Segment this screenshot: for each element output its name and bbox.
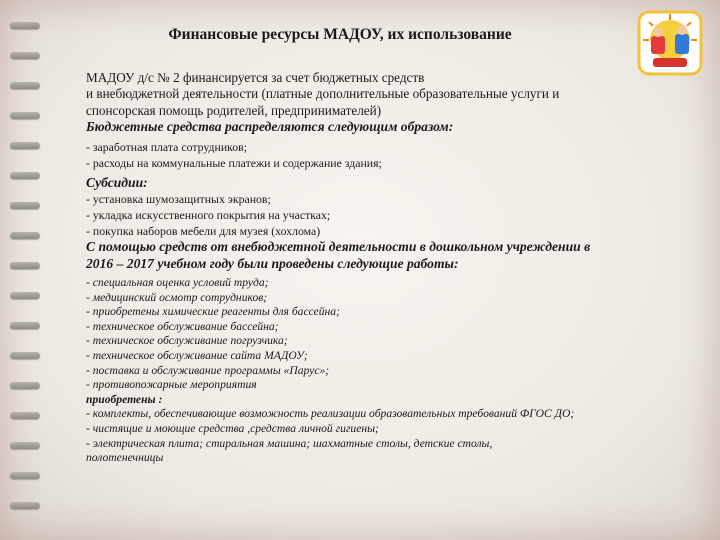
list-item: - техническое обслуживание погрузчика;	[86, 334, 288, 348]
binding-ring	[10, 232, 40, 239]
list-item: - электрическая плита; стиральная машина; шахматные столы, детские столы,	[86, 436, 493, 450]
list-item: - медицинский осмотр сотрудников;	[86, 290, 268, 304]
list-item: - поставка и обслуживание программы «Парус»;	[86, 363, 330, 377]
kindergarten-logo-icon	[637, 10, 703, 76]
binding-ring	[10, 412, 40, 419]
list-item: - техническое обслуживание сайта МАДОУ;	[86, 349, 308, 363]
intro-line: и внебюджетной деятельности (платные дополнительные образовательные услуги и	[86, 86, 560, 102]
content-body	[86, 70, 690, 466]
list-item: - установка шумозащитных экранов;	[86, 192, 271, 207]
list-item: - чистящие и моющие средства ,средства личной гигиены;	[86, 422, 379, 436]
page-title: Финансовые ресурсы МАДОУ, их использование	[168, 26, 512, 43]
binding-ring	[10, 22, 40, 29]
binding-ring	[10, 82, 40, 89]
binding-ring	[10, 262, 40, 269]
intro-line: МАДОУ д/с № 2 финансируется за счет бюджетных средств	[86, 70, 425, 85]
binding-ring	[10, 472, 40, 479]
list-item: - техническое обслуживание бассейна;	[86, 319, 279, 333]
list-item: полотенечницы	[86, 451, 164, 465]
notebook-binding	[0, 0, 60, 540]
binding-ring	[10, 142, 40, 149]
binding-ring	[10, 112, 40, 119]
list-item: - укладка искусственного покрытия на участках;	[86, 208, 331, 223]
list-item: - специальная оценка условий труда;	[86, 276, 269, 290]
list-item: - покупка наборов мебели для музея (хохлома)	[86, 224, 321, 239]
budget-heading: Бюджетные средства распределяются следующим образом:	[86, 118, 454, 134]
binding-ring	[10, 172, 40, 179]
binding-ring	[10, 202, 40, 209]
binding-ring	[10, 502, 40, 509]
acquired-heading: приобретены :	[86, 392, 163, 406]
binding-ring	[10, 442, 40, 449]
list-item: - расходы на коммунальные платежи и содержание здания;	[86, 156, 382, 171]
extra-heading: 2016 – 2017 учебном году были проведены следующие работы:	[86, 255, 459, 271]
list-item: - комплекты, обеспечивающие возможность реализации образовательных требований ФГОС ДО;	[86, 407, 575, 421]
binding-ring	[10, 52, 40, 59]
extra-heading: С помощью средств от внебюджетной деятельности в дошкольном учреждении в	[86, 239, 591, 255]
list-item: - приобретены химические реагенты для бассейна;	[86, 305, 340, 319]
binding-ring	[10, 322, 40, 329]
binding-ring	[10, 382, 40, 389]
list-item: - заработная плата сотрудников;	[86, 140, 248, 155]
intro-line: спонсорская помощь родителей, предпринимателей)	[86, 102, 382, 118]
list-item: - противопожарные мероприятия	[86, 378, 257, 392]
subsidies-heading: Субсидии:	[86, 175, 148, 191]
binding-ring	[10, 352, 40, 359]
binding-ring	[10, 292, 40, 299]
